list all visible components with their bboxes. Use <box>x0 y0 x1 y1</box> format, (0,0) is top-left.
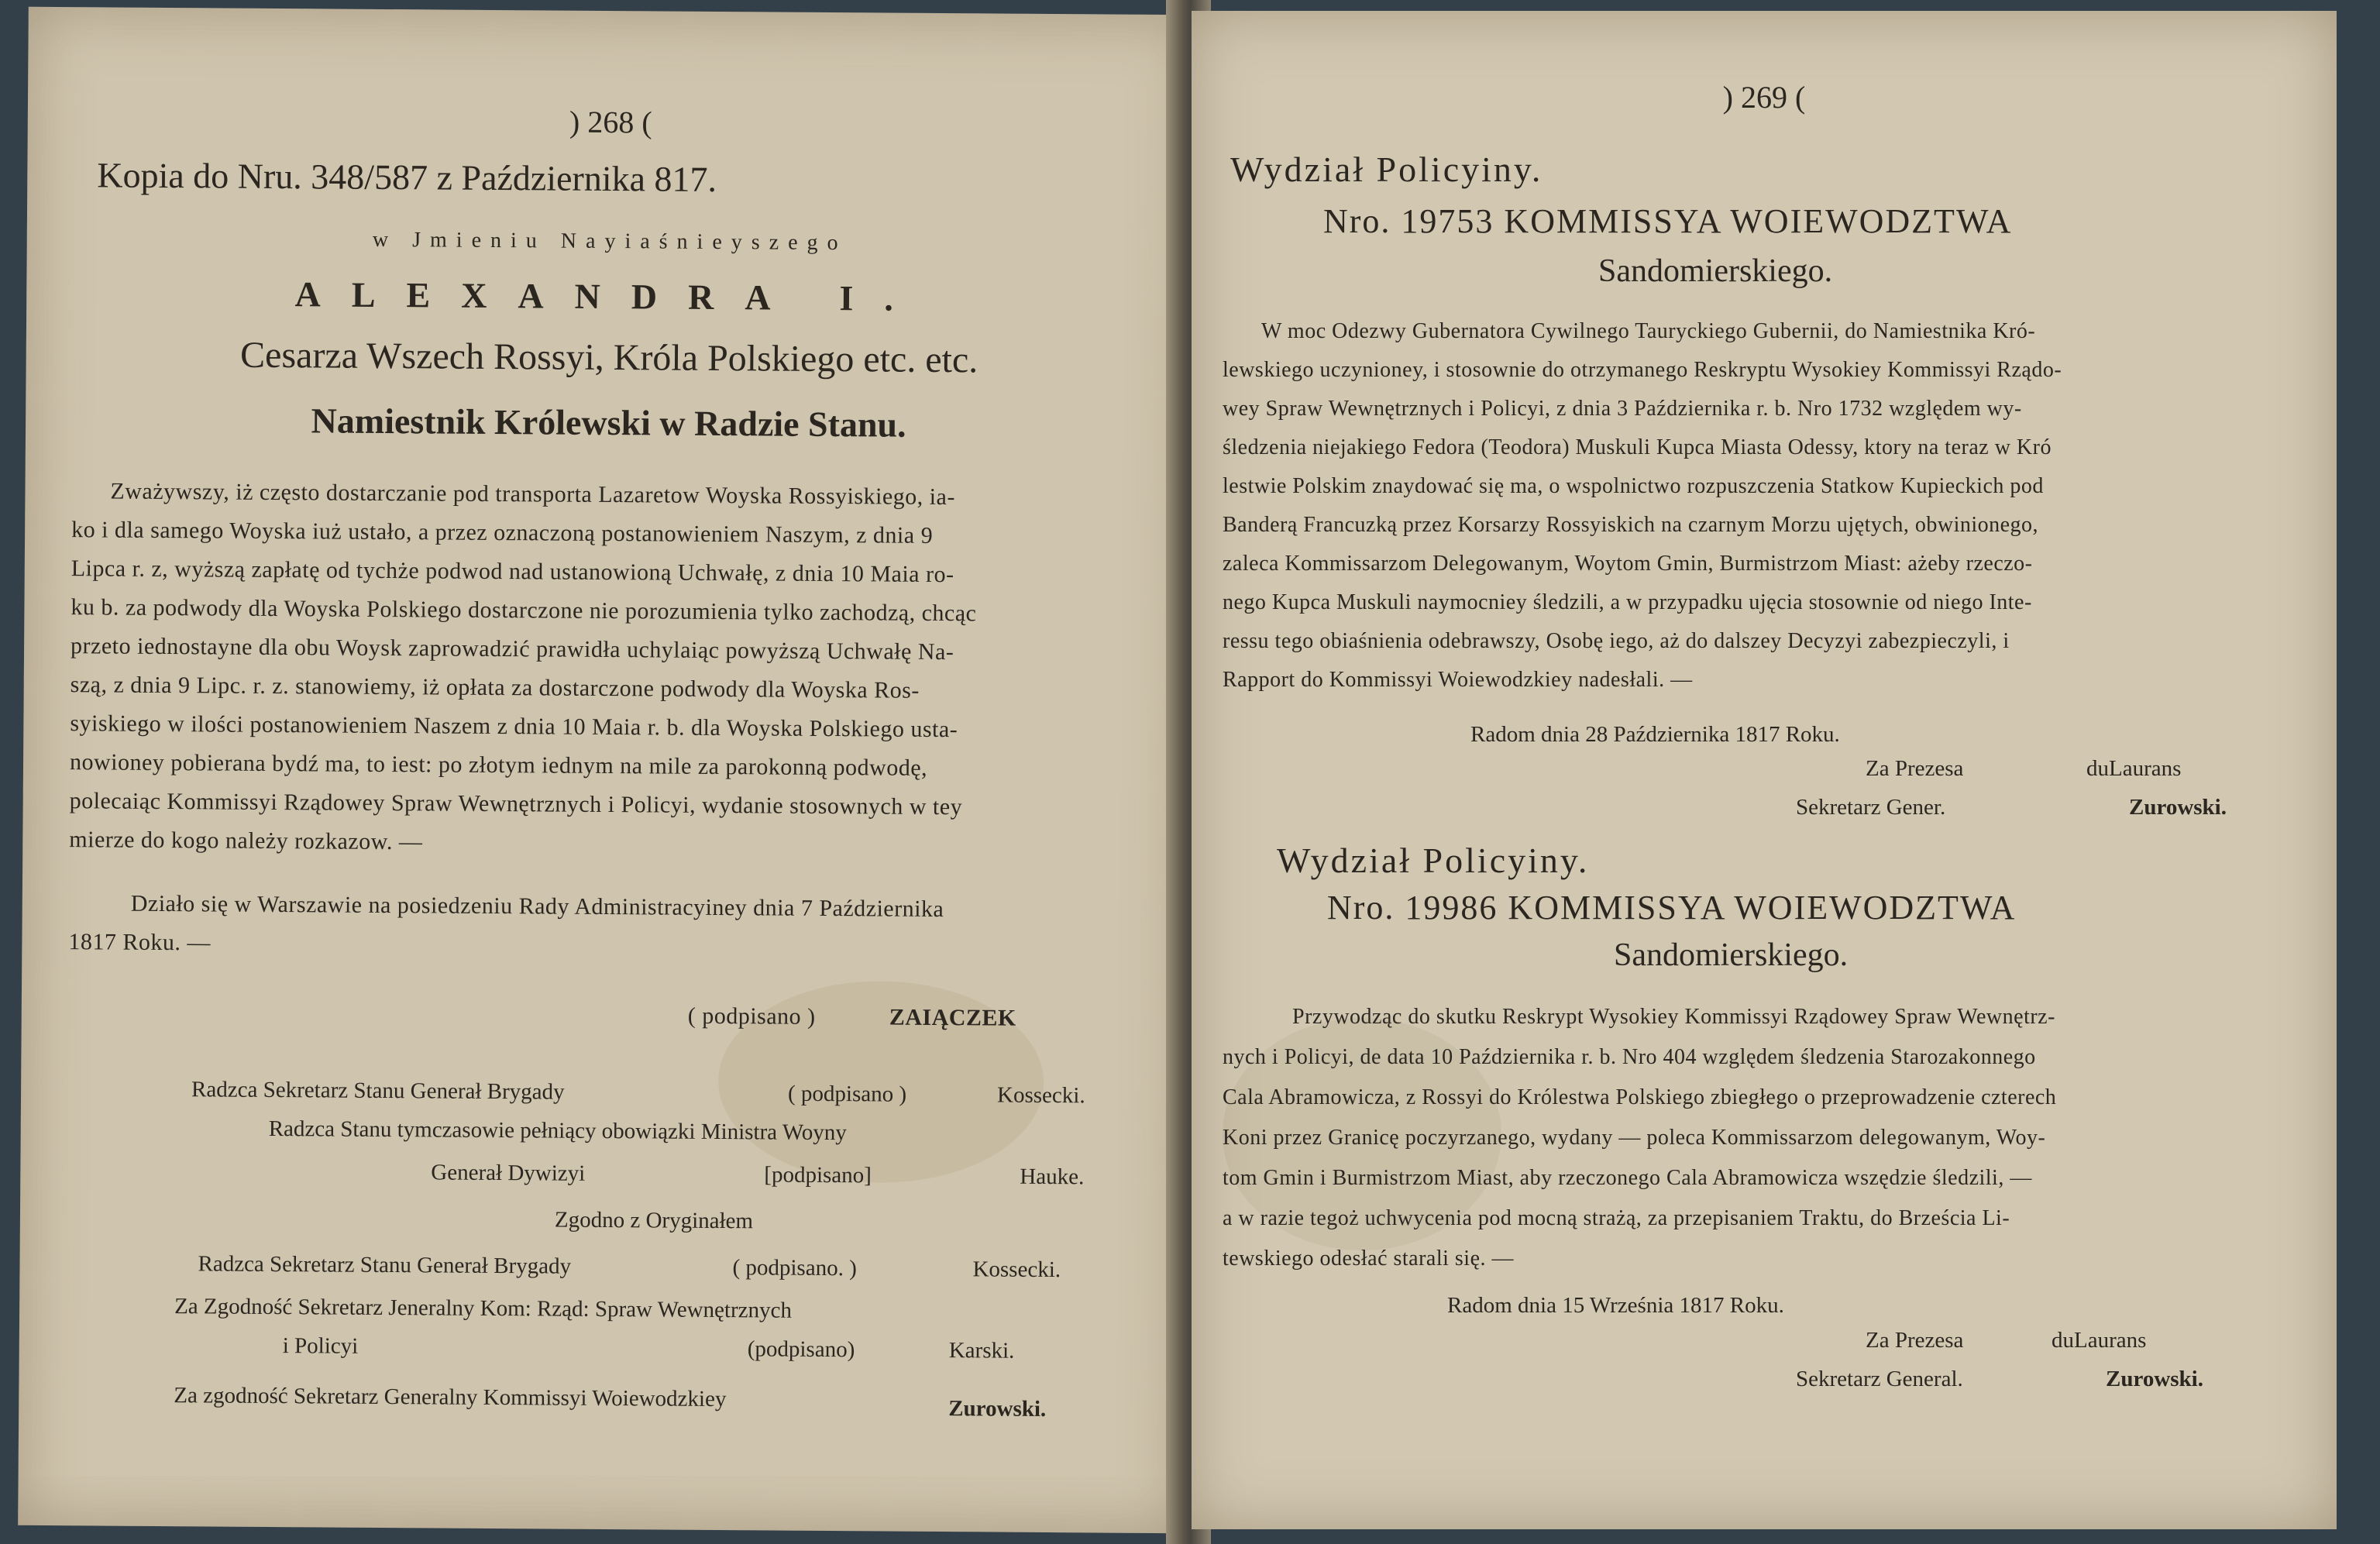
province-heading: Sandomierskiego. <box>1614 937 1849 973</box>
namiestnik-title: Namiestnik Królewski w Radzie Stanu. <box>311 401 906 445</box>
signed-label: ( podpisano ) <box>687 1002 816 1030</box>
dated-line: Działo się w Warszawie na posiedzeniu Rady Administracyiney dnia 7 Października <box>130 890 944 923</box>
sig-note: (podpisano) <box>747 1336 855 1363</box>
signer-name: duLaurans <box>2086 756 2182 781</box>
body-line: śledzenia niejakiego Fedora (Teodora) Muskuli Kupca Miasta Odessy, ktory na teraz w Kró <box>1223 435 2052 459</box>
left-page <box>18 7 1195 1533</box>
signer-name: Zurowski. <box>2106 1367 2203 1391</box>
sig-title: Za zgodność Sekretarz Generalny Kommissyi Woiewodzkiey <box>174 1383 727 1412</box>
body-line: lestwie Polskim znaydować się ma, o wspolnictwo rozpuszczenia Statkow Kupieckich pod <box>1223 474 2044 498</box>
body-line: wey Spraw Wewnętrznych i Policyi, z dnia 3 Października r. b. Nro 1732 względem wy- <box>1223 397 2022 421</box>
body-line: W moc Odezwy Gubernatora Cywilnego Tauryckiego Gubernii, do Namiestnika Kró- <box>1261 319 2036 343</box>
sig-name: Karski. <box>948 1338 1015 1363</box>
body-line: tewskiego odesłać starali się. — <box>1223 1247 1515 1271</box>
body-line: przeto iednostayne dla obu Woysk zaprowadzić prawidła uchylaiąc powyższą Uchwałę Na- <box>70 633 954 665</box>
for-president: Za Prezesa <box>1866 756 1964 781</box>
sig-name: Kossecki. <box>972 1257 1061 1283</box>
secretary-title: Sekretarz General. <box>1796 1367 1963 1391</box>
emperor-title: Cesarza Wszech Rossyi, Króla Polskiego etc. etc. <box>239 334 978 381</box>
body-line: ko i dla samego Woyska iuż ustało, a przez oznaczoną postanowieniem Naszym, z dnia 9 <box>71 517 934 548</box>
body-line: nego Kupca Muskuli naymocniey śledzili, a w przypadku ujęcia stosownie od niego Inte- <box>1223 590 2032 614</box>
signer-name: Zurowski. <box>2129 795 2227 820</box>
body-line: tom Gmin i Burmistrzom Miast, aby rzeczonego Cala Abramowicza wszędzie śledzili, — <box>1223 1166 2032 1190</box>
body-line: Rapport do Kommissyi Woiewodzkiey nadesłali. — <box>1223 668 1693 692</box>
sig-title: i Policyi <box>282 1333 359 1359</box>
sig-title: Za Zgodność Sekretarz Jeneralny Kom: Rząd: Spraw Wewnętrznych <box>174 1294 793 1323</box>
left-page-number: ) 268 ( <box>569 104 652 140</box>
body-line: mierze do kogo należy rozkazow. — <box>69 827 423 855</box>
signer-name: duLaurans <box>2052 1328 2147 1353</box>
body-line: Cala Abramowicza, z Rossyi do Królestwa Polskiego zbiegłego o przeprowadzenie czterech <box>1223 1085 2057 1109</box>
dated-line: 1817 Roku. — <box>68 929 212 956</box>
sig-name: Zurowski. <box>948 1396 1047 1422</box>
for-president: Za Prezesa <box>1866 1328 1964 1353</box>
sig-title: Zgodno z Oryginałem <box>554 1207 754 1234</box>
body-line: Zważywszy, iż często dostarczanie pod transporta Lazaretow Woyska Rossyiskiego, ia- <box>110 478 955 511</box>
body-line: Lipca r. z, wyższą zapłatę od tychże podwod nad ustanowioną Uchwałę, z dnia 10 Maia ro- <box>71 555 954 588</box>
sig-title: Radzca Stanu tymczasowie pełniący obowiązki Ministra Woyny <box>268 1116 847 1146</box>
body-line: polecaiąc Kommissyi Rządowey Spraw Wewnętrznych i Policyi, wydanie stosownych w tey <box>69 788 963 820</box>
commission-heading: Nro. 19986 KOMMISSYA WOIEWODZTWA <box>1327 889 2017 927</box>
body-line: Przywodząc do skutku Reskrypt Wysokiey Kommissyi Rządowey Spraw Wewnętrz- <box>1292 1005 2055 1029</box>
emperor-name: ALEXANDRA I. <box>294 274 925 318</box>
body-line: a w razie tegoż uchwycenia pod mocną strażą, za przepisaniem Traktu, do Brześcia Li- <box>1223 1206 2010 1230</box>
in-name-line: w Jmieniu Nayiaśnieyszego <box>372 227 848 256</box>
sig-name: Kossecki. <box>996 1082 1085 1109</box>
body-line: zaleca Kommissarzom Delegowanym, Woytom Gmin, Burmistrzom Miast: ażeby rzeczo- <box>1223 552 2033 576</box>
body-line: Koni przez Granicę poczyrzanego, wydany — poleca Kommissarzom delegowanym, Woy- <box>1223 1126 2046 1150</box>
secretary-title: Sekretarz Gener. <box>1796 795 1946 820</box>
sig-note: ( podpisano. ) <box>732 1255 857 1281</box>
date-line: Radom dnia 15 Września 1817 Roku. <box>1447 1293 1784 1318</box>
sig-note: ( podpisano ) <box>787 1081 907 1107</box>
body-line: nowioney pobierana bydź ma, to iest: po złotym iednym na mile za parokonną podwodę, <box>69 749 928 781</box>
body-line: lewskiego uczynioney, i stosownie do otrzymanego Reskryptu Wysokiey Kommissyi Rządo- <box>1223 358 2062 382</box>
copy-header: Kopia do Nru. 348/587 z Października 817. <box>97 155 717 199</box>
sig-title: Radzca Sekretarz Stanu Generał Brygady <box>191 1077 565 1105</box>
right-page-number: ) 269 ( <box>1722 80 1806 115</box>
sig-title: Radzca Sekretarz Stanu Generał Brygady <box>198 1251 572 1279</box>
sig-name: Hauke. <box>1020 1164 1085 1190</box>
body-line: ku b. za podwody dla Woyska Polskiego dostarczone nie porozumienia tylko zachodzą, chcąc <box>71 594 977 627</box>
sig-note: [podpisano] <box>764 1162 872 1188</box>
province-heading: Sandomierskiego. <box>1598 253 1833 289</box>
right-page <box>1192 11 2337 1529</box>
date-line: Radom dnia 28 Października 1817 Roku. <box>1470 722 1840 747</box>
body-line: ressu tego obiaśnienia odebrawszy, Osobę iego, aż do dalszey Decyzyi zabezpieczyli, i <box>1223 629 2010 653</box>
body-line: nych i Policyi, de data 10 Października r. b. Nro 404 względem śledzenia Starozakonnego <box>1223 1045 2036 1069</box>
body-line: szą, z dnia 9 Lipc. r. z. stanowiemy, iż opłata za dostarczone podwody dla Woyska Ros- <box>70 672 920 703</box>
department-heading: Wydział Policyiny. <box>1277 841 1590 880</box>
signer-name: ZAIĄCZEK <box>889 1004 1016 1031</box>
department-heading: Wydział Policyiny. <box>1230 150 1543 189</box>
sig-title: Generał Dywizyi <box>431 1160 586 1186</box>
commission-heading: Nro. 19753 KOMMISSYA WOIEWODZTWA <box>1323 202 2013 240</box>
body-line: syiskiego w ilości postanowieniem Naszem z dnia 10 Maia r. b. dla Woyska Polskiego usta- <box>70 710 958 743</box>
body-line: Banderą Francuzką przez Korsarzy Rossyiskich na czarnym Morzu ujętych, obwinionego, <box>1223 513 2039 537</box>
